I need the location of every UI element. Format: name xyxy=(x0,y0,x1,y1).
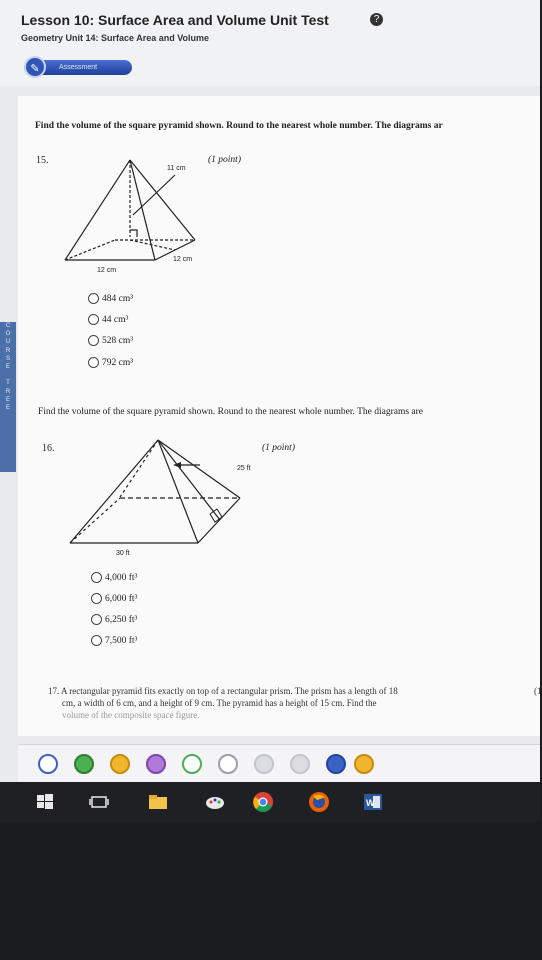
tool-toolbar xyxy=(18,744,540,783)
assessment-label: Assessment xyxy=(58,64,98,71)
side-tab-letter: E xyxy=(5,405,10,412)
radio-button[interactable] xyxy=(88,335,99,346)
side-tab-letter: C xyxy=(5,323,11,329)
globe-icon[interactable] xyxy=(74,754,94,774)
side-tab-letter: T xyxy=(6,380,10,387)
q15-base-label: 12 cm xyxy=(97,267,117,274)
q16-base-label: 30 ft xyxy=(116,550,130,557)
q15-pyramid-diagram xyxy=(55,155,225,280)
option-label: 792 cm³ xyxy=(102,357,134,368)
q17-line1: A rectangular pyramid fits exactly on top of a rectangular prism. The prism has a length of 18 xyxy=(61,686,398,696)
radio-button[interactable] xyxy=(91,614,102,625)
side-tab-letter xyxy=(0,371,16,379)
check-icon[interactable] xyxy=(38,754,58,774)
q15-number: 15. xyxy=(36,155,49,166)
q15-side-label: 12 cm xyxy=(173,256,193,263)
option-label: 528 cm³ xyxy=(102,335,134,346)
side-tab-letter: E xyxy=(5,364,10,371)
q16-number: 16. xyxy=(42,443,55,454)
q16-option[interactable] xyxy=(91,614,137,625)
q15-option[interactable] xyxy=(88,335,133,346)
option-label: 44 cm³ xyxy=(102,314,129,325)
option-label: 7,500 ft³ xyxy=(105,635,138,646)
q16-points: (1 point) xyxy=(262,443,295,453)
q17-line3: volume of the composite space figure. xyxy=(62,710,200,720)
radio-button[interactable] xyxy=(88,293,99,304)
q15-option[interactable] xyxy=(88,314,128,325)
q15-option[interactable] xyxy=(88,293,133,304)
option-label: 6,250 ft³ xyxy=(105,614,138,625)
side-tab-letter: E xyxy=(5,396,10,403)
file-explorer-icon[interactable] xyxy=(147,791,169,813)
q15-instruction: Find the volume of the square pyramid shown. Round to the nearest whole number. The diagrams ar xyxy=(35,121,443,131)
assessment-icon: ✎ xyxy=(24,56,46,78)
task-view-icon[interactable] xyxy=(88,791,110,813)
lesson-title: Lesson 10: Surface Area and Volume Unit Test xyxy=(21,12,329,28)
svg-text:W: W xyxy=(366,798,375,808)
tag-icon[interactable] xyxy=(146,754,166,774)
target-icon[interactable] xyxy=(218,754,238,774)
side-tab-letter: R xyxy=(5,388,11,395)
side-tab-letter: R xyxy=(5,347,11,354)
q17-number: 17. xyxy=(48,686,60,696)
radio-button[interactable] xyxy=(91,572,102,583)
circle-icon[interactable] xyxy=(254,754,274,774)
option-label: 4,000 ft³ xyxy=(105,572,138,583)
q15-option[interactable] xyxy=(88,357,133,368)
q15-points: (1 point) xyxy=(208,155,241,165)
minus-icon[interactable] xyxy=(326,754,346,774)
help-icon[interactable] xyxy=(354,754,374,774)
radio-button[interactable] xyxy=(88,314,99,325)
option-label: 6,000 ft³ xyxy=(105,593,138,604)
word-icon[interactable] xyxy=(362,791,384,813)
lesson-header xyxy=(0,0,540,86)
q16-slant-label: 25 ft xyxy=(237,465,251,472)
breadcrumb: Geometry Unit 14: Surface Area and Volume xyxy=(21,33,210,43)
radio-button[interactable] xyxy=(91,593,102,604)
shield-icon[interactable] xyxy=(110,754,130,774)
q16-option[interactable] xyxy=(91,635,137,646)
q17-points: (1 xyxy=(534,686,542,696)
paint-icon[interactable] xyxy=(204,791,226,813)
circle-icon[interactable] xyxy=(290,754,310,774)
q16-option[interactable] xyxy=(91,572,137,583)
q17-text xyxy=(48,685,542,721)
help-icon[interactable]: ? xyxy=(370,13,383,26)
taskbar xyxy=(0,782,540,822)
q16-pyramid-diagram xyxy=(60,435,260,560)
q16-option[interactable] xyxy=(91,593,137,604)
side-tab-letter: O xyxy=(5,331,11,338)
radio-button[interactable] xyxy=(88,357,99,368)
windows-start-icon[interactable] xyxy=(34,791,56,813)
side-tab-letter: S xyxy=(5,355,10,362)
course-tree-tab[interactable] xyxy=(0,322,16,472)
radio-button[interactable] xyxy=(91,635,102,646)
side-tab-letter: U xyxy=(5,339,11,346)
q15-slant-label: 11 cm xyxy=(167,165,186,172)
option-label: 484 cm³ xyxy=(102,293,134,304)
q17-line2: cm, a width of 6 cm, and a height of 9 cm. The pyramid has a height of 15 cm. Find the xyxy=(62,698,377,708)
refresh-icon[interactable] xyxy=(182,754,202,774)
q16-instruction: Find the volume of the square pyramid shown. Round to the nearest whole number. The diagrams are xyxy=(38,407,424,417)
chrome-icon[interactable] xyxy=(252,791,274,813)
firefox-icon[interactable] xyxy=(308,791,330,813)
